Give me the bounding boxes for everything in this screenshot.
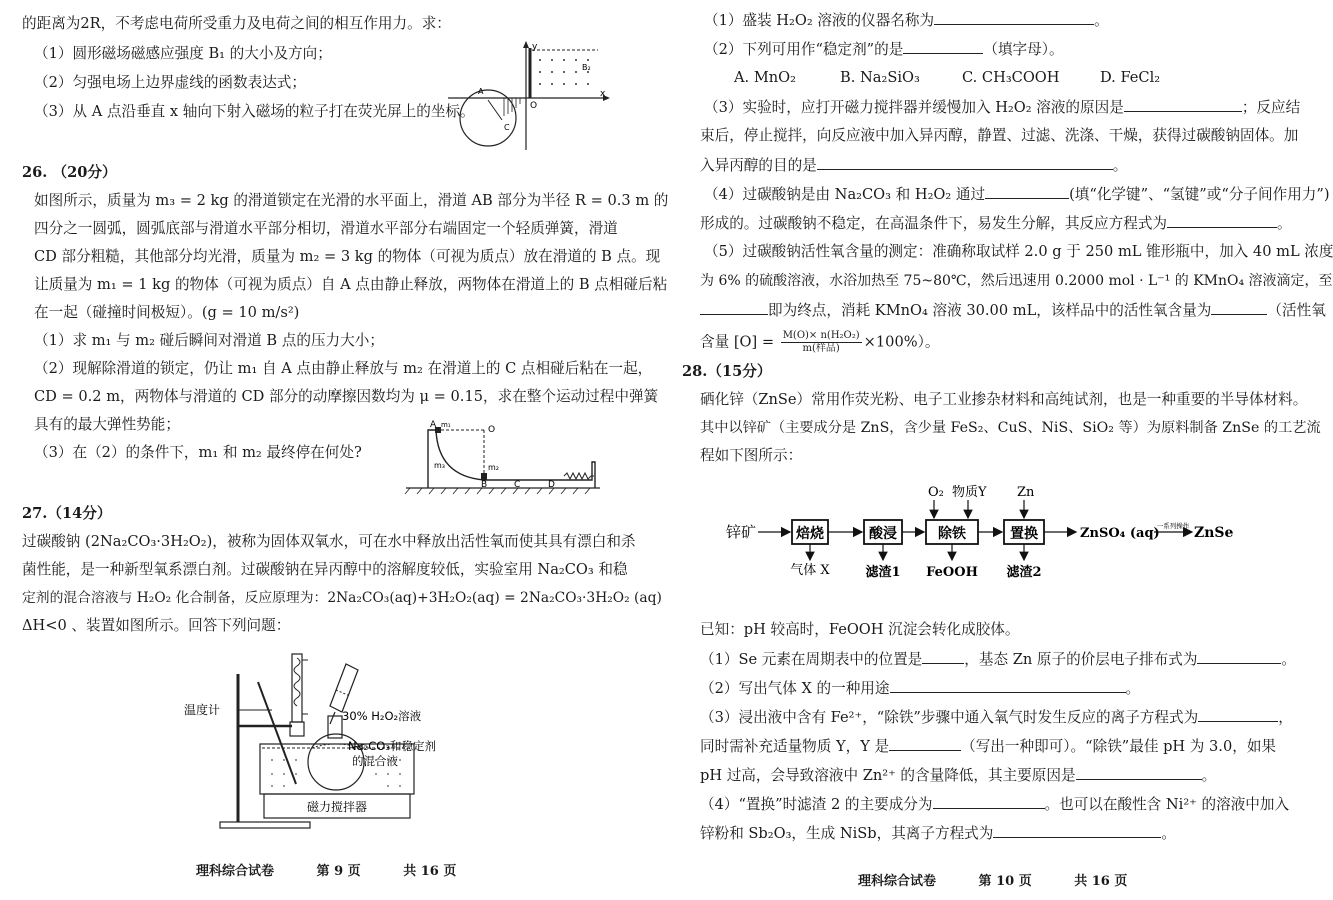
- q27-part-3-text: （3）实验时，应打开磁力搅拌器并缓慢加入 H₂O₂ 溶液的原因是: [704, 99, 1124, 116]
- q27-option-a: A. MnO₂: [734, 69, 796, 86]
- answer-blank[interactable]: [922, 649, 964, 664]
- q27-part-5-line-4: [700, 330, 940, 355]
- q28-part-4-text-c: 锌粉和 Sb₂O₃，生成 NiSb，其离子方程式为: [700, 825, 994, 842]
- q27-part-3-line-2: 束后，停止搅拌，向反应液中加入异丙醇，静置、过滤、洗涤、干燥，获得过碳酸钠固体。加: [700, 127, 1299, 144]
- fig27-mixture-label-2: 的混合液: [352, 754, 398, 768]
- oxygen-content-fraction: [781, 330, 862, 355]
- right-footer-total: 共 16 页: [1074, 874, 1128, 889]
- q28-part-3-end: 。: [1201, 767, 1217, 784]
- q27-part-3-text-d: 入异丙醇的目的是: [700, 157, 817, 174]
- q28-part-4-end: 。: [1161, 825, 1176, 842]
- q28-body-line-2: 其中以锌矿（主要成分是 ZnS，含少量 FeS₂、CuS、NiS、SiO₂ 等）为原料制备 ZnSe 的工艺流: [700, 420, 1321, 436]
- q28-part-3-line-1: [700, 707, 1293, 728]
- answer-blank[interactable]: [1197, 649, 1281, 664]
- q28-part-3-text-d: （写出一种即可）。“除铁”最佳 pH 为 3.0，如果: [961, 738, 1277, 755]
- answer-blank[interactable]: [1124, 97, 1242, 112]
- fraction-denominator: m(样品): [802, 343, 840, 354]
- q26-body-line-1: 如图所示，质量为 m₃ = 2 kg 的滑道锁定在光滑的水平面上，滑道 AB 部分为半径 R = 0.3 m 的: [34, 192, 669, 209]
- q26-part-2-line-1: （2）现解除滑道的锁定，仍让 m₁ 自 A 点由静止释放与 m₂ 在滑道上的 C 点相碰后粘在一起，: [34, 360, 653, 377]
- q25-part-2: （2）匀强电场上边界虚线的函数表达式；: [34, 74, 306, 91]
- q26-part-3: （3）在（2）的条件下，m₁ 和 m₂ 最终停在何处?: [34, 444, 362, 461]
- left-footer-total: 共 16 页: [403, 864, 457, 879]
- q28-part-2-end: 。: [1125, 680, 1141, 697]
- left-footer: [196, 860, 494, 879]
- flow-arrow-label: 一系列操作: [1156, 522, 1190, 530]
- q28-part-2: [700, 678, 1140, 699]
- q27-part-3-end: 。: [1112, 157, 1128, 174]
- flow-input-zn: Zn: [1017, 485, 1035, 500]
- fig26-m2-label: m₂: [488, 463, 499, 472]
- q27-part-2-text: （2）下列可用作“稳定剂”的是: [704, 41, 904, 58]
- answer-blank[interactable]: [1198, 707, 1278, 722]
- q27-part-5-text-f: ×100%）。: [863, 333, 940, 351]
- flow-start-label: 锌矿: [726, 523, 757, 541]
- answer-blank[interactable]: [985, 184, 1069, 199]
- q28-part-2-text: （2）写出气体 X 的一种用途: [700, 680, 890, 697]
- flow-final-label: ZnSe: [1194, 525, 1234, 541]
- fraction-numerator: M(O)× n(H₂O₂): [782, 330, 860, 341]
- fig27-thermometer-label: 温度计: [184, 703, 221, 717]
- q28-part-1-text: （1）Se 元素在周期表中的位置是: [700, 651, 923, 668]
- q27-part-1-end: 。: [1094, 12, 1109, 29]
- q27-part-5-text-e: 含量 [O] =: [700, 333, 775, 351]
- q26-body-line-4: 让质量为 m₁ = 1 kg 的物体（可视为质点）自 A 点由静止释放，两物体在滑道上的 B 点相碰后粘: [34, 276, 668, 293]
- q27-part-3-line-1: [704, 97, 1300, 118]
- answer-blank[interactable]: [1211, 300, 1267, 315]
- q27-part-4-text: （4）过碳酸钠是由 Na₂CO₃ 和 H₂O₂ 通过: [704, 186, 986, 203]
- fig25-c-label: C: [504, 123, 510, 132]
- q28-body-line-3: 程如下图所示：: [700, 447, 803, 464]
- q26-body-line-3: CD 部分粗糙，其他部分均光滑，质量为 m₂ = 3 kg 的物体（可视为质点）放在滑道的 B 点。现: [34, 248, 661, 265]
- q27-part-4-line-2: [700, 213, 1292, 234]
- fig26-a-label: A: [430, 420, 437, 430]
- q28-part-1: [700, 649, 1296, 670]
- q27-part-4-text-c: 形成的。过碳酸钠不稳定，在高温条件下，易发生分解，其反应方程式为: [700, 215, 1168, 232]
- q27-part-2: [704, 39, 1064, 60]
- fig26-m1-label: m₁: [441, 421, 451, 429]
- q27-option-b: B. Na₂SiO₃: [840, 69, 920, 86]
- q27-part-2-end: （填字母）。: [983, 41, 1064, 58]
- q27-part-3-text-b: ；反应结: [1241, 99, 1301, 116]
- q26-part-1: （1）求 m₁ 与 m₂ 碰后瞬间对滑道 B 点的压力大小；: [34, 332, 384, 349]
- q28-part-4-line-2: [700, 823, 1176, 844]
- q26-figure: [400, 418, 610, 496]
- answer-blank[interactable]: [890, 678, 1126, 693]
- right-footer-page: 第 10 页: [978, 874, 1032, 889]
- flow-box-roast: 焙烧: [796, 526, 824, 542]
- q26-body-line-2: 四分之一圆弧，圆弧底部与滑道水平部分相切，滑道水平部分右端固定一个轻质弹簧，滑道: [34, 220, 618, 237]
- flow-product-label: ZnSO₄ (aq): [1080, 526, 1160, 541]
- right-footer-subject: 理科综合试卷: [858, 874, 937, 889]
- process-flow-diagram: [720, 480, 1260, 590]
- flow-box-acid-leach: 酸浸: [869, 526, 897, 542]
- q27-part-5-line-2: 为 6% 的硫酸溶液，水浴加热至 75~80℃，然后迅速用 0.2000 mol · L⁻¹ 的 KMnO₄ 溶液滴定，至: [700, 273, 1333, 289]
- fig25-a-label: A: [478, 87, 484, 96]
- left-footer-subject: 理科综合试卷: [196, 864, 275, 879]
- q28-part-3-text-b: ，: [1278, 709, 1293, 726]
- fig25-y-label: y: [532, 42, 538, 52]
- q28-part-3-line-3: [700, 765, 1216, 786]
- q28-part-4-line-1: [700, 794, 1289, 815]
- fig27-stirrer-label: 磁力搅拌器: [306, 800, 368, 814]
- answer-blank[interactable]: [700, 300, 768, 315]
- q28-part-3-line-2: [700, 736, 1276, 757]
- q27-part-4-end: 。: [1277, 215, 1292, 232]
- q26-part-2-line-2: CD = 0.2 m，两物体与滑道的 CD 部分的动摩擦因数均为 μ = 0.15，求在整个运动过程中弹簧: [34, 388, 659, 405]
- q28-part-4-text: （4）“置换”时滤渣 2 的主要成分为: [700, 796, 933, 813]
- q27-body-line-3: 定剂的混合溶液与 H₂O₂ 化合制备，反应原理为：2Na₂CO₃(aq)+3H₂O₂(aq) = 2Na₂CO₃·3H₂O₂ (aq): [22, 590, 662, 606]
- q28-part-1-end: 。: [1281, 651, 1297, 668]
- q27-part-5-line-3: [700, 300, 1326, 321]
- fig26-d-label: D: [548, 480, 555, 490]
- fig27-h2o2-label: 30% H₂O₂溶液: [342, 709, 422, 723]
- q28-part-1-text-b: ，基态 Zn 原子的价层电子排布式为: [964, 651, 1198, 668]
- q27-part-3-line-3: [700, 155, 1127, 176]
- answer-blank[interactable]: [1167, 213, 1277, 228]
- flow-box-replacement: 置换: [1010, 526, 1038, 542]
- q27-part-4-text-b: (填“化学键”、“氢键”或“分子间作用力”): [1069, 186, 1330, 203]
- fig25-b2-label: B₂: [582, 63, 591, 72]
- q28-part-3-text: （3）浸出液中含有 Fe²⁺，“除铁”步骤中通入氧气时发生反应的离子方程式为: [700, 709, 1199, 726]
- q28-header: 28.（15分）: [682, 363, 772, 380]
- q27-part-1: [704, 10, 1109, 31]
- q27-header: 27.（14分）: [22, 505, 112, 522]
- right-page: [660, 0, 1333, 900]
- fig27-mixture-label-1: Na₂CO₃和稳定剂: [348, 739, 436, 753]
- right-footer: [858, 870, 1165, 889]
- flow-output-gas-x: 气体 X: [790, 563, 830, 578]
- q27-body-line-1: 过碳酸钠 (2Na₂CO₃·3H₂O₂)，被称为固体双氧水，可在水中释放出活性氧而使其具有漂白和杀: [22, 533, 636, 550]
- q27-part-5-text-c: 即为终点，消耗 KMnO₄ 溶液 30.00 mL，该样品中的活性氧含量为: [768, 302, 1212, 319]
- answer-blank[interactable]: [889, 736, 961, 751]
- fig25-x-label: x: [600, 89, 606, 99]
- fig26-c-label: C: [514, 480, 521, 490]
- flow-output-residue-2: 滤渣2: [1006, 565, 1042, 580]
- answer-blank[interactable]: [1076, 765, 1202, 780]
- flow-input-y: 物质Y: [952, 485, 987, 500]
- flow-box-iron-removal: 除铁: [938, 526, 966, 542]
- q28-part-3-text-e: pH 过高，会导致溶液中 Zn²⁺ 的含量降低，其主要原因是: [700, 767, 1076, 784]
- flow-output-feooh: FeOOH: [926, 565, 978, 580]
- answer-blank[interactable]: [993, 823, 1161, 838]
- q27-part-5-text-d: （活性氧: [1267, 302, 1326, 319]
- q27-part-4-line-1: [704, 184, 1330, 205]
- q25-intro-line: 的距离为2R，不考虑电荷所受重力及电荷之间的相互作用力。求：: [22, 15, 451, 32]
- q25-figure: [448, 40, 618, 155]
- q27-option-c: C. CH₃COOH: [962, 69, 1060, 86]
- q27-option-d: D. FeCl₂: [1100, 69, 1161, 86]
- fig26-m3-label: m₃: [434, 461, 445, 470]
- flow-input-o2: O₂: [928, 485, 944, 500]
- q26-body-line-5: 在一起（碰撞时间极短）。(g = 10 m/s²): [34, 304, 300, 321]
- fig26-o-label: O: [488, 425, 496, 435]
- left-footer-page: 第 9 页: [316, 864, 361, 879]
- answer-blank[interactable]: [934, 10, 1094, 25]
- q27-part-5-line-1: （5）过碳酸钠活性氧含量的测定：准确称取试样 2.0 g 于 250 mL 锥形瓶中，加入 40 mL 浓度: [704, 243, 1333, 260]
- q26-part-2-line-3: 具有的最大弹性势能；: [34, 416, 180, 433]
- answer-blank[interactable]: [817, 155, 1113, 170]
- q27-apparatus-figure: [180, 644, 470, 834]
- q27-body-line-4: ΔH<0 、装置如图所示。回答下列问题：: [22, 617, 291, 634]
- q26-header: 26. （20分）: [22, 164, 117, 181]
- q25-part-1: （1）圆形磁场磁感应强度 B₁ 的大小及方向；: [34, 45, 332, 62]
- fig25-origin-label: O: [530, 101, 538, 111]
- answer-blank[interactable]: [933, 794, 1045, 809]
- q27-body-line-2: 菌性能，是一种新型氧系漂白剂。过碳酸钠在异丙醇中的溶解度较低，实验室用 Na₂CO₃ 和稳: [22, 561, 628, 578]
- fig26-b-label: B: [481, 480, 488, 490]
- q28-part-4-text-b: 。也可以在酸性含 Ni²⁺ 的溶液中加入: [1044, 796, 1290, 813]
- flow-output-residue-1: 滤渣1: [865, 565, 901, 580]
- q28-known: 已知：pH 较高时，FeOOH 沉淀会转化成胶体。: [700, 621, 1020, 638]
- answer-blank[interactable]: [903, 39, 983, 54]
- q27-part-1-text: （1）盛装 H₂O₂ 溶液的仪器名称为: [704, 12, 935, 29]
- q25-part-3: （3）从 A 点沿垂直 x 轴向下射入磁场的粒子打在荧光屏上的坐标。: [34, 103, 475, 120]
- q28-part-3-text-c: 同时需补充适量物质 Y，Y 是: [700, 738, 890, 755]
- q28-body-line-1: 硒化锌（ZnSe）常用作荧光粉、电子工业掺杂材料和高纯试剂，也是一种重要的半导体材料。: [700, 391, 1308, 408]
